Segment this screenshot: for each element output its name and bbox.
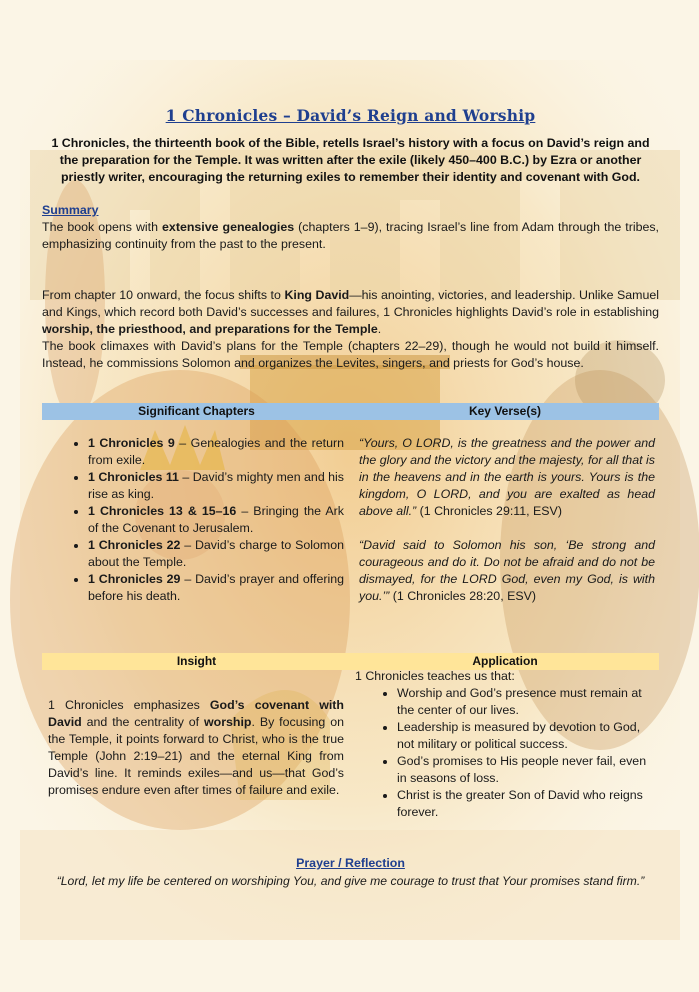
key-verse: “Yours, O LORD, is the greatness and the power and the glory and the victory and the majesty, for all that is in the heavens and in the earth is yours. Yours is the kingdom, O LORD, and you are exalted as head above all.” (1 Chronicles 29:11, ESV) bbox=[359, 436, 655, 518]
prayer-text: “Lord, let my life be centered on worshiping You, and give me courage to trust that Your promises stand firm.” bbox=[56, 874, 645, 888]
insight-text: 1 Chronicles emphasizes God’s covenant with David and the centrality of worship. By focusing on the Temple, it points forward to Christ, who is the true Temple (John 2:19–21) and the eternal King from David’s line. It reminds exiles—and us—that God’s promises endure even after times of failure and exile. bbox=[48, 698, 344, 797]
list-item: • Worship and God’s presence must remain at the center of our lives. bbox=[397, 685, 655, 719]
verses-header: Key Verse(s) bbox=[468, 404, 542, 418]
list-item: • 1 Chronicles 11 – David’s mighty men and his rise as king. bbox=[88, 469, 344, 503]
key-verse: “David said to Solomon his son, ‘Be strong and courageous and do it. Do not be afraid and do not be dismayed, for the LORD God, even my God, is with you.’” (1 Chronicles 28:20, ESV) bbox=[359, 538, 655, 603]
list-item: • 1 Chronicles 13 & 15–16 – Bringing the Ark of the Covenant to Jerusalem. bbox=[88, 503, 344, 537]
page-title: 1 Chronicles – David’s Reign and Worship bbox=[165, 106, 536, 125]
insight-header: Insight bbox=[176, 654, 217, 668]
list-item: • 1 Chronicles 22 – David’s charge to Solomon about the Temple. bbox=[88, 537, 344, 571]
summary-paragraph-3: The book climaxes with David’s plans for the Temple (chapters 22–29), though he would not build it himself. Instead, he commissions Solomon and organizes the Levites, singers, and priests for God’s house. bbox=[42, 339, 659, 370]
list-item: • 1 Chronicles 29 – David’s prayer and offering before his death. bbox=[88, 571, 344, 605]
summary-paragraph-1: The book opens with extensive genealogies (chapters 1–9), tracing Israel’s line from Adam through the tribes, emphasizing continuity from the past to the present. bbox=[42, 220, 659, 251]
list-item: • Christ is the greater Son of David who reigns forever. bbox=[397, 787, 655, 821]
summary-paragraph-2: From chapter 10 onward, the focus shifts to King David—his anointing, victories, and leadership. Unlike Samuel and Kings, which record both David’s successes and failures, 1 Chronicles highlights David’s role in establishing worship, the priesthood, and preparations for the Temple. bbox=[42, 288, 660, 336]
list-item: • Leadership is measured by devotion to God, not military or political success. bbox=[397, 719, 655, 753]
application-header: Application bbox=[472, 654, 538, 668]
prayer-heading: Prayer / Reflection bbox=[296, 856, 405, 870]
list-item: • God’s promises to His people never fail, even in seasons of loss. bbox=[397, 753, 655, 787]
insight-application-header bbox=[42, 653, 659, 670]
intro-paragraph: 1 Chronicles, the thirteenth book of the Bible, retells Israel’s history with a focus on David’s reign and the preparation for the Temple. It was written after the exile (likely 450–400 B.C.) by Ezra or another priestly writer, encouraging the returning exiles to remember their identity and covenant with God. bbox=[51, 136, 650, 184]
summary-heading: Summary bbox=[42, 203, 99, 217]
application-intro: 1 Chronicles teaches us that: bbox=[355, 669, 515, 683]
chapters-header: Significant Chapters bbox=[138, 404, 255, 418]
application-list bbox=[355, 685, 655, 821]
chapters-list bbox=[44, 435, 344, 605]
key-verses bbox=[359, 435, 655, 622]
chapters-verses-header bbox=[42, 403, 659, 420]
list-item: • 1 Chronicles 9 – Genealogies and the return from exile. bbox=[88, 435, 344, 469]
